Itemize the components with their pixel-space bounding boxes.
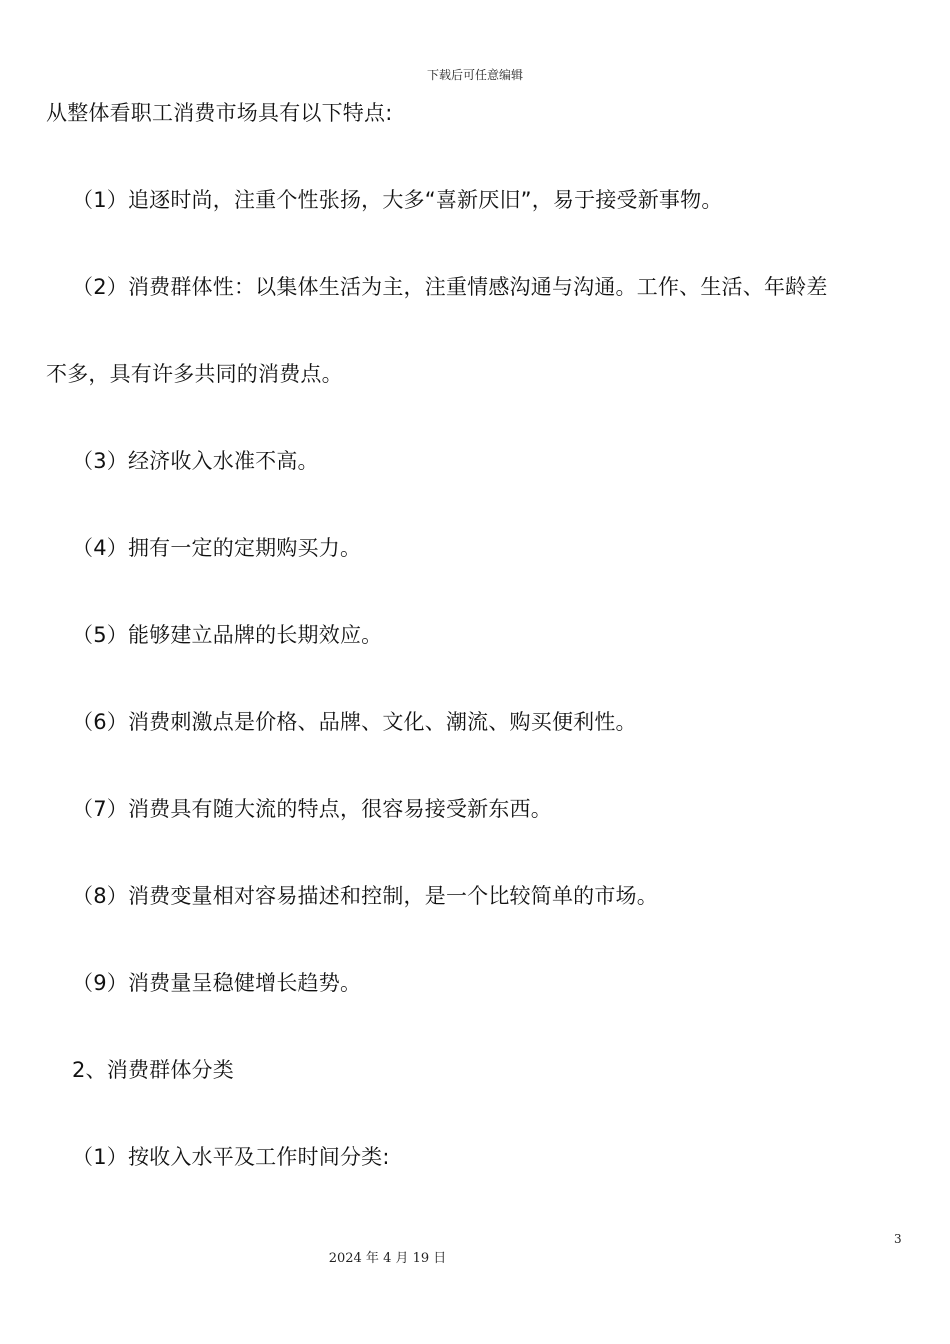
- feature-item-7: （7）消费具有随大流的特点，很容易接受新东西。: [72, 797, 552, 821]
- footer-date: 2024 年 4 月 19 日: [328, 1251, 447, 1266]
- feature-item-4: （4）拥有一定的定期购买力。: [72, 536, 362, 560]
- section-heading: 2、消费群体分类: [72, 1058, 234, 1082]
- feature-item-2-continuation: 不多，具有许多共同的消费点。: [46, 362, 343, 386]
- classification-item-1: （1）按收入水平及工作时间分类:: [72, 1145, 390, 1169]
- feature-item-1: （1）追逐时尚，注重个性张扬，大多“喜新厌旧”，易于接受新事物。: [72, 188, 723, 212]
- page-header: 下载后可任意编辑: [426, 68, 523, 82]
- page-number: 3: [894, 1232, 902, 1246]
- feature-item-8: （8）消费变量相对容易描述和控制，是一个比较简单的市场。: [72, 884, 658, 908]
- intro-paragraph: 从整体看职工消费市场具有以下特点:: [46, 101, 393, 125]
- feature-item-5: （5）能够建立品牌的长期效应。: [72, 623, 383, 647]
- feature-item-6: （6）消费刺激点是价格、品牌、文化、潮流、购买便利性。: [72, 710, 637, 734]
- feature-item-9: （9）消费量呈稳健增长趋势。: [72, 971, 362, 995]
- feature-item-2: （2）消费群体性：以集体生活为主，注重情感沟通与沟通。工作、生活、年龄差: [72, 275, 828, 299]
- feature-item-3: （3）经济收入水准不高。: [72, 449, 319, 473]
